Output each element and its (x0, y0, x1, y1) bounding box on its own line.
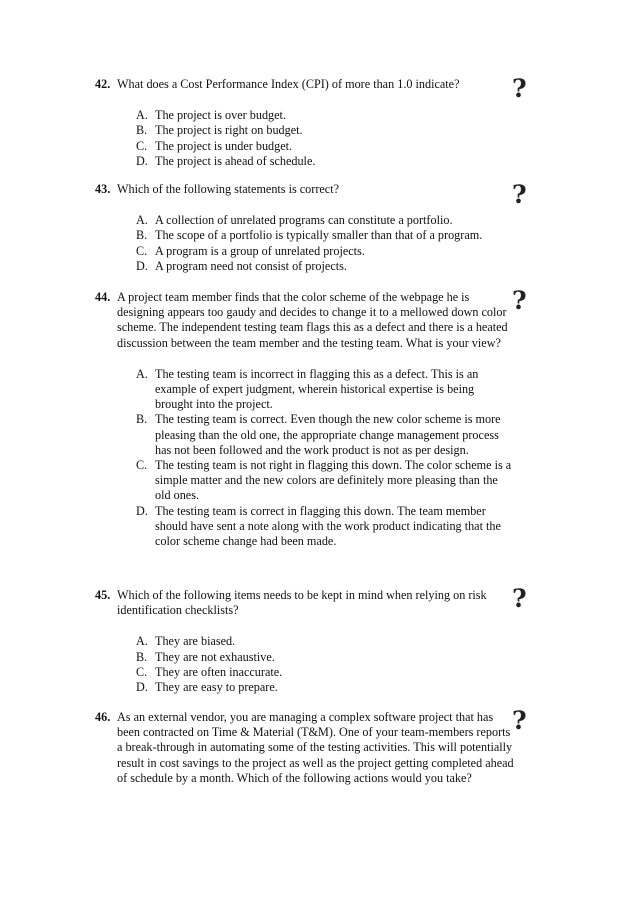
question-mark-icon: ? (512, 74, 527, 103)
answer-option (95, 634, 515, 649)
option-letter: A. (136, 366, 148, 381)
answer-options (95, 213, 515, 274)
option-text: A collection of unrelated programs can constitute a portfolio. (155, 213, 453, 228)
question-stem (95, 182, 515, 197)
option-letter: C. (136, 243, 148, 258)
option-letter: D. (136, 153, 148, 168)
question-stem (95, 290, 515, 351)
option-letter: B. (136, 412, 148, 427)
question-number: 43. (95, 182, 111, 196)
question-stem (95, 77, 515, 92)
question-42 (95, 77, 515, 169)
option-letter: C. (136, 664, 148, 679)
question-text: What does a Cost Performance Index (CPI) of more than 1.0 indicate? (117, 77, 460, 91)
option-text: They are not exhaustive. (155, 649, 275, 664)
option-text: A program is a group of unrelated projects. (155, 243, 365, 258)
question-number: 46. (95, 710, 111, 724)
answer-option (95, 650, 515, 665)
question-43 (95, 182, 515, 274)
option-letter: B. (136, 123, 148, 138)
question-mark-icon: ? (512, 706, 527, 735)
question-44 (95, 290, 515, 549)
option-text: The project is under budget. (155, 138, 293, 153)
answer-option (95, 680, 515, 695)
option-letter: C. (136, 138, 148, 153)
answer-option (95, 458, 515, 504)
question-number: 42. (95, 77, 111, 91)
question-stem (95, 710, 515, 786)
option-letter: D. (136, 258, 148, 273)
answer-options (95, 108, 515, 169)
question-number: 45. (95, 588, 111, 602)
question-mark-icon: ? (512, 180, 527, 209)
option-text: The project is ahead of schedule. (155, 153, 316, 168)
question-mark-icon: ? (512, 584, 527, 613)
option-text: The project is right on budget. (155, 123, 303, 138)
question-text: Which of the following items needs to be kept in mind when relying on risk identification checklists? (117, 588, 487, 618)
question-number: 44. (95, 290, 111, 304)
answer-option (95, 259, 515, 274)
answer-option (95, 228, 515, 243)
option-text: They are biased. (155, 634, 236, 649)
answer-option (95, 504, 515, 550)
answer-option (95, 213, 515, 228)
answer-option (95, 108, 515, 123)
option-letter: D. (136, 503, 148, 518)
answer-option (95, 123, 515, 138)
answer-options (95, 634, 515, 695)
option-letter: D. (136, 680, 148, 695)
option-text: They are often inaccurate. (155, 664, 283, 679)
option-text: The testing team is correct in flagging this down. The team member should have sent a note along with the work product indicating that the color scheme change had been made. (155, 503, 501, 549)
option-letter: C. (136, 458, 148, 473)
option-text: The testing team is correct. Even though the new color scheme is more pleasing than the old one, the appropriate change management process has not been followed and the work product is not as per design. (155, 412, 501, 457)
question-46 (95, 710, 515, 786)
answer-option (95, 412, 515, 458)
question-mark-icon: ? (512, 286, 527, 315)
option-letter: A. (136, 213, 148, 228)
option-text: The project is over budget. (155, 108, 286, 123)
option-letter: A. (136, 108, 148, 123)
option-text: The scope of a portfolio is typically smaller than that of a program. (155, 228, 483, 243)
option-text: The testing team is not right in flagging this down. The color scheme is a simple matter and the new colors are definitely more pleasing than the old ones. (155, 458, 512, 503)
question-text: A project team member finds that the color scheme of the webpage he is designing appears too gaudy and decides to change it to a mellowed down color scheme. The independent testing team flags this as a defect and there is a heated discussion between the team member and the testing team. What is your view? (117, 290, 508, 350)
answer-option (95, 244, 515, 259)
option-letter: A. (136, 634, 148, 649)
question-text: Which of the following statements is correct? (117, 182, 340, 196)
option-letter: B. (136, 649, 148, 664)
answer-option (95, 154, 515, 169)
question-stem (95, 588, 515, 618)
answer-option (95, 665, 515, 680)
option-text: The testing team is incorrect in flagging this as a defect. This is an example of expert judgment, wherein historical expertise is being brought into the project. (155, 366, 479, 412)
option-letter: B. (136, 228, 148, 243)
answer-options (95, 367, 515, 549)
answer-option (95, 367, 515, 413)
question-text: As an external vendor, you are managing a complex software project that has been contracted on Time & Material (T&M). One of your team-members reports a break-through in automating some of the testing activities. This will potentially result in cost savings to the project as well as the project getting completed ahead of schedule by a month. Which of the following actions would you take? (117, 710, 514, 785)
question-45 (95, 588, 515, 695)
option-text: A program need not consist of projects. (155, 258, 347, 273)
answer-option (95, 139, 515, 154)
option-text: They are easy to prepare. (155, 680, 278, 695)
